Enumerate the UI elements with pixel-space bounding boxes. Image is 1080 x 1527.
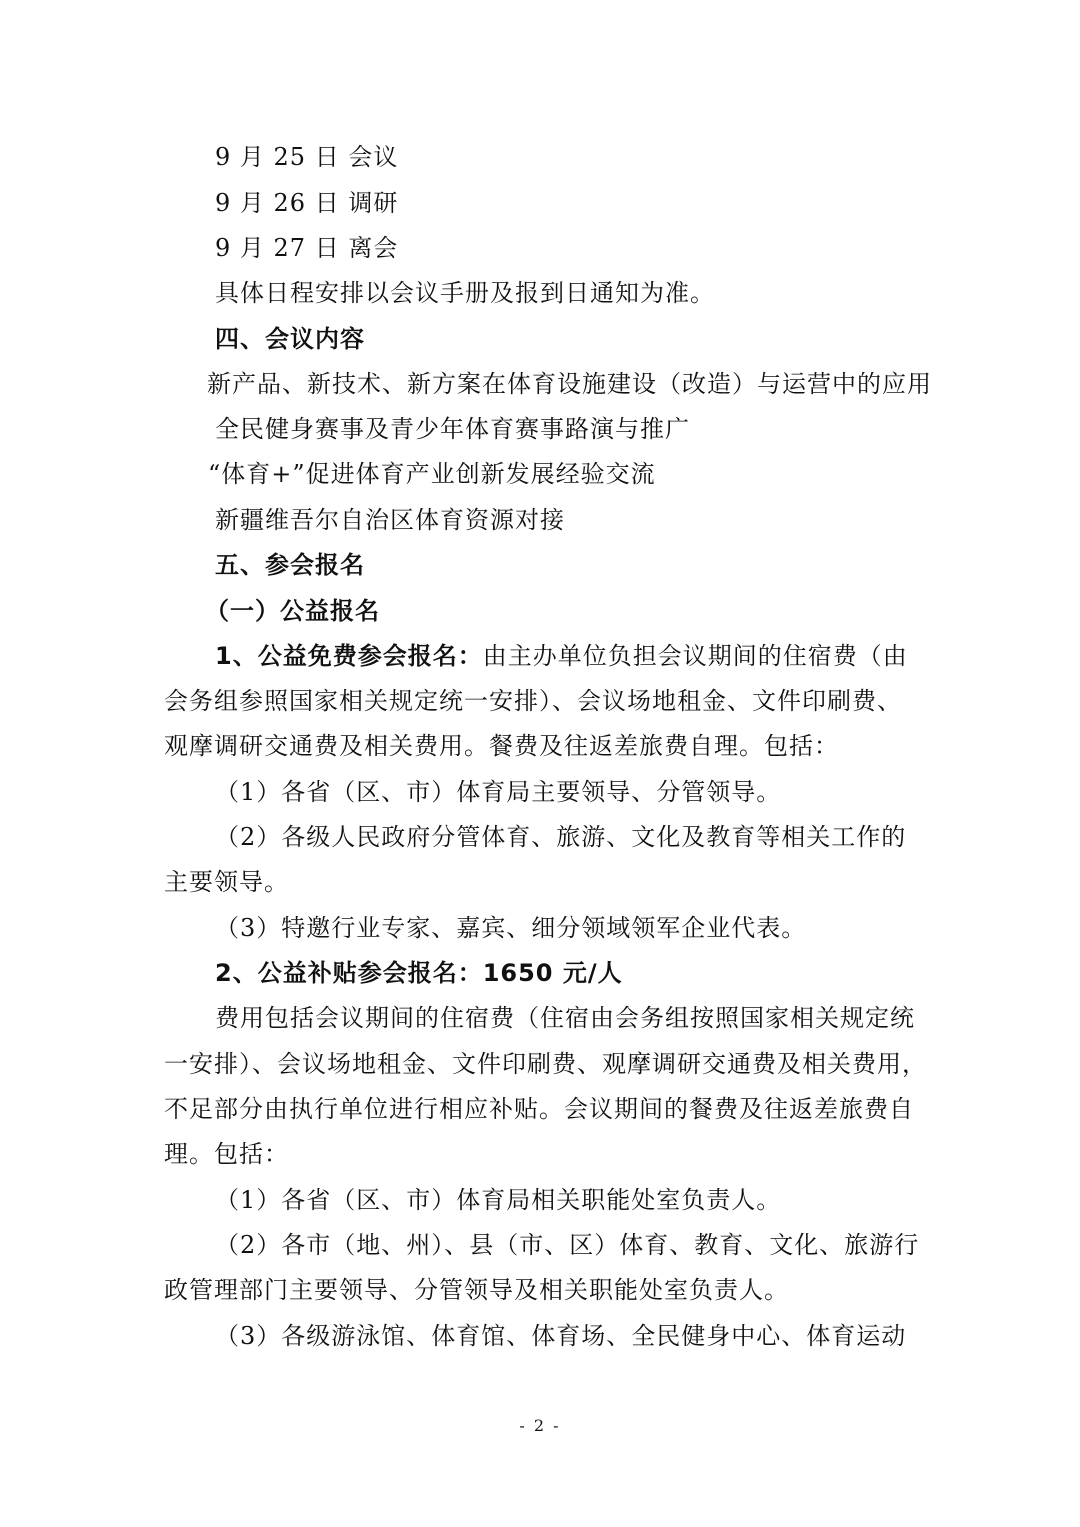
paragraph-line: 观摩调研交通费及相关费用。餐费及往返差旅费自理。包括： — [164, 732, 839, 760]
schedule-line: 9 月 27 日 离会 — [215, 234, 399, 262]
content-item: 新疆维吾尔自治区体育资源对接 — [215, 506, 565, 534]
list-item: 主要领导。 — [164, 868, 289, 896]
paragraph-line: 一安排）、会议场地租金、文件印刷费、观摩调研交通费及相关费用， — [164, 1050, 927, 1078]
section-heading: 四、会议内容 — [215, 325, 365, 353]
paragraph-line — [215, 641, 916, 671]
content-item: 新产品、新技术、新方案在体育设施建设（改造）与运营中的应用 — [207, 370, 932, 398]
list-item: （2）各市（地、州）、县（市、区）体育、教育、文化、旅游行 — [215, 1231, 920, 1259]
list-item: 政管理部门主要领导、分管领导及相关职能处室负责人。 — [164, 1276, 789, 1304]
paragraph-line: 会务组参照国家相关规定统一安排）、会议场地租金、文件印刷费、 — [164, 687, 902, 715]
item-text: 由主办单位负担会议期间的住宿费（由 — [482, 642, 908, 670]
schedule-line: 9 月 25 日 会议 — [215, 143, 399, 171]
page-number: - 2 - — [519, 1416, 561, 1435]
content-item: “体育+”促进体育产业创新发展经验交流 — [208, 460, 656, 488]
list-item: （2）各级人民政府分管体育、旅游、文化及教育等相关工作的 — [215, 823, 907, 851]
content-item: 全民健身赛事及青少年体育赛事路演与推广 — [215, 415, 690, 443]
list-item: （3）特邀行业专家、嘉宾、细分领域领军企业代表。 — [215, 914, 807, 942]
list-item: （1）各省（区、市）体育局主要领导、分管领导。 — [215, 778, 782, 806]
paragraph-line: 理。包括： — [164, 1140, 289, 1168]
item-label: 1、公益免费参会报名： — [215, 642, 483, 670]
paragraph-line: 不足部分由执行单位进行相应补贴。会议期间的餐费及往返差旅费自 — [164, 1095, 914, 1123]
subsection-heading: （一）公益报名 — [205, 597, 380, 625]
list-item: （1）各省（区、市）体育局相关职能处室负责人。 — [215, 1186, 782, 1214]
schedule-note: 具体日程安排以会议手册及报到日通知为准。 — [215, 279, 715, 307]
list-item: （3）各级游泳馆、体育馆、体育场、全民健身中心、体育运动 — [215, 1322, 907, 1350]
paragraph-line: 费用包括会议期间的住宿费（住宿由会务组按照国家相关规定统 — [215, 1004, 915, 1032]
schedule-line: 9 月 26 日 调研 — [215, 189, 399, 217]
item-heading: 2、公益补贴参会报名：1650 元/人 — [215, 959, 623, 987]
section-heading: 五、参会报名 — [215, 551, 365, 579]
